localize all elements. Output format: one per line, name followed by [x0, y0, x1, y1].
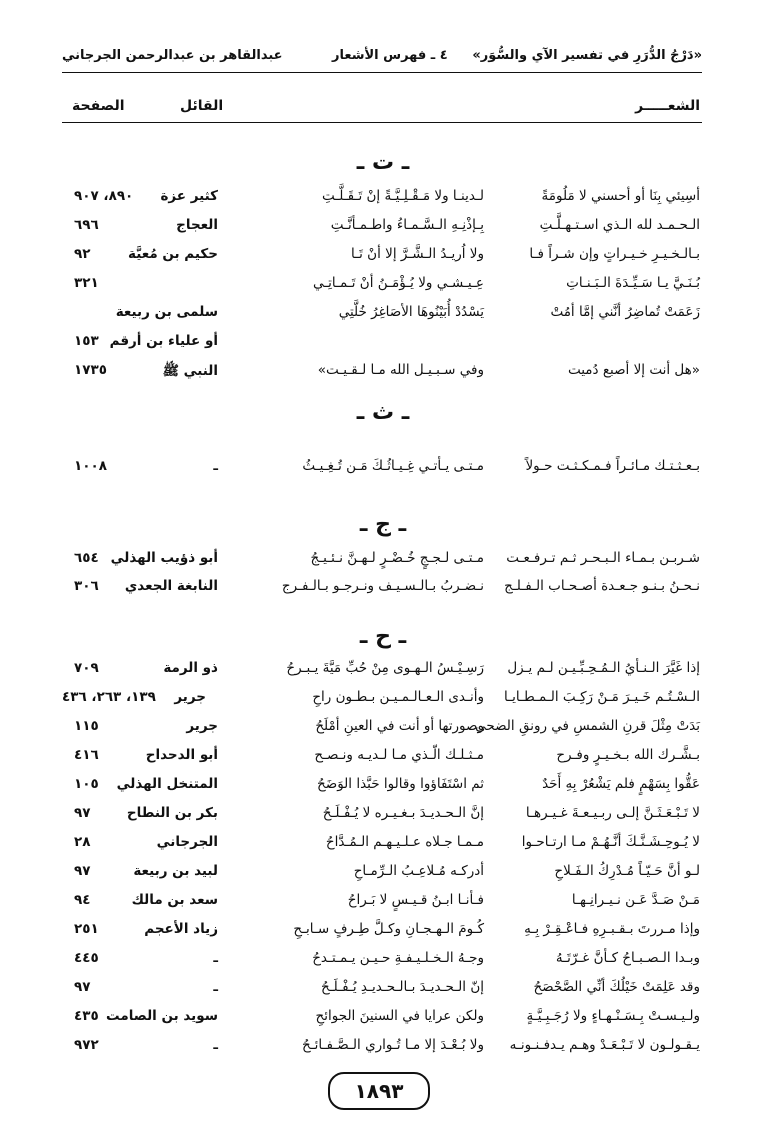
page-ref: ١٧٣٥: [74, 362, 107, 378]
page-ref: ٢٨: [74, 834, 91, 850]
verse-first-hemistich: ولـيـسـتْ بِـسَـنْـهـاءٍ ولا رُجَـبِـيَّـةٍ: [526, 1008, 700, 1024]
verse-second-hemistich: فـأنـا ابـنُ قـيـسٍ لا بَـراحُ: [347, 892, 484, 908]
book-title: «دَرْجُ الدُّرَرِ في تفسير الآي والسُّوَر»: [472, 48, 702, 63]
index-entry: [0, 304, 766, 330]
verse-second-hemistich: يَسْدُدْ أُبَيْنُوهَا الأصَاغِرُ خُلَّتِي: [338, 304, 484, 320]
verse-first-hemistich: الـسْـتُـم خَـيـرَ مَـنْ رَكِـبَ الـمـطـايـا: [504, 689, 700, 705]
poet-name: النابغة الجعدي: [124, 578, 218, 594]
poet-name: أبو ذؤيب الهذلي: [110, 550, 218, 566]
header-rule: [62, 72, 702, 73]
page-ref: ١٥٣: [74, 333, 99, 349]
page-ref: ٩٧: [74, 805, 91, 821]
page-ref: ٩٧٢: [74, 1037, 99, 1053]
verse-second-hemistich: لـدينـا ولا مَـقْـلِـيَّـةً إنْ تَـقَـلَّـتِ: [322, 188, 484, 204]
verse-first-hemistich: شـربـن بـمـاء الـبـحـر ثـم تـرفـعـت: [506, 550, 700, 566]
verse-first-hemistich: بـشَّـرك الله بـخـيـرٍ وفـرح: [556, 747, 700, 763]
poet-name: الجرجاني: [156, 834, 218, 850]
index-entry: [0, 1037, 766, 1063]
verse-first-hemistich: أسِيئي بِنَا أو أحسني لا مَلُومَةً: [541, 188, 700, 204]
poet-name: جرير: [174, 689, 206, 705]
verse-second-hemistich: وجـهُ الـخـلـيـفـةِ حـيـن يـمـتـدحُ: [312, 950, 484, 966]
index-entry: [0, 1008, 766, 1034]
verse-second-hemistich: بِـإذْنِـهِ الـسَّـمـاءُ واطـمـأنَّـتِ: [330, 217, 484, 233]
poet-name: جرير: [186, 718, 218, 734]
index-entry: [0, 979, 766, 1005]
verse-second-hemistich: رَسِـيْـسُ الـهـوى مِنْ حُبِّ مَيَّةَ يـبـرحُ: [286, 660, 484, 676]
page-number: ١٨٩٣: [328, 1072, 430, 1110]
index-entry: [0, 863, 766, 889]
poet-name: أبو الدحداح: [145, 747, 218, 763]
verse-second-hemistich: إنّ الـحـديـدَ بـالـحـديـدِ يُـفْـلَـحُ: [321, 979, 484, 995]
index-entry: [0, 188, 766, 214]
page-ref: ١٠٠٨: [74, 458, 107, 474]
verse-second-hemistich: ولكن عرايا في السنينَ الجوائحِ: [315, 1008, 484, 1024]
poet-name: ـ: [213, 979, 218, 995]
index-entry: [0, 718, 766, 744]
page-ref: ١٠٥: [74, 776, 99, 792]
poet-name: كثير عزة: [160, 188, 218, 204]
verse-second-hemistich: نـضـربُ بـالـسـيـف ونـرجـو بـالـفـرج: [281, 578, 484, 594]
verse-first-hemistich: زَعَمَتْ تُماضِرُ أنَّني إمَّا أمُتْ: [550, 304, 700, 320]
index-entry: [0, 892, 766, 918]
index-entry: [0, 805, 766, 831]
column-head-poet: القائل: [180, 98, 224, 114]
poet-name: ـ: [213, 1037, 218, 1053]
poet-name: لبيد بن ربيعة: [133, 863, 218, 879]
verse-second-hemistich: عِـيـشـي ولا يُـؤْمَـنُ أنْ تَـمـاتِـي: [312, 275, 484, 291]
poet-name: سعد بن مالك: [131, 892, 218, 908]
running-head: [62, 48, 702, 72]
index-entry: [0, 333, 766, 359]
page-ref: ١٣٩، ٢٦٣، ٤٣٦: [62, 689, 156, 705]
verse-second-hemistich: ثم اسْتَفَاؤوا وقالوا حَبَّذا الوَضَحُ: [317, 776, 484, 792]
column-head-page: الصفحة: [72, 98, 125, 114]
verse-second-hemistich: مـثـلـك الّـذي مـا لـديـه ونـصـح: [314, 747, 484, 763]
verse-first-hemistich: لـو أنَّ حَـيّـاً مُـدْرِكُ الـفَـلاحِ: [554, 863, 700, 879]
page-ref: ٣٠٦: [74, 578, 99, 594]
letter-heading-ha: ـ ح ـ: [359, 624, 407, 649]
verse-first-hemistich: لا يُـوحِـشَـنَّـكَ أنَّـهُـمْ مـا ارتـاحـوا: [521, 834, 700, 850]
verse-first-hemistich: وإذا مـررتَ بـقـبـرِهِ فـاعْـقِـرْ بِـهِ: [524, 921, 700, 937]
page-ref: ٩٢: [74, 246, 91, 262]
index-entry: [0, 747, 766, 773]
page-ref: ١١٥: [74, 718, 99, 734]
verse-second-hemistich: إنَّ الـحـديـدَ بـغـيـره لا يُـفْـلَـحُ: [322, 805, 484, 821]
verse-second-hemistich: ولا بُـعْـدَ إلا مـا تُـواري الـصَّـفـائـحُ: [301, 1037, 484, 1053]
poet-name: المتنخل الهذلي: [116, 776, 218, 792]
index-entry: [0, 578, 766, 604]
verse-second-hemistich: مـتـى لـجـجٍ خُـضْـرٍ لـهـنَّ نـئـيـجُ: [310, 550, 484, 566]
page-ref: ٤٣٥: [74, 1008, 99, 1024]
verse-first-hemistich: بُـنَـيَّ يـا سَـيِّـدَةَ الـبَـنـاتِ: [566, 275, 700, 291]
index-entry: [0, 921, 766, 947]
index-entry: [0, 776, 766, 802]
page-ref: ٤٤٥: [74, 950, 99, 966]
poet-name: سويد بن الصامت: [106, 1008, 218, 1024]
verse-second-hemistich: وصورتها أو أنت في العينِ أمْلَحُ: [315, 718, 484, 734]
index-entry: [0, 362, 766, 388]
poet-name: ذو الرمة: [163, 660, 218, 676]
verse-second-hemistich: وأنـدى الـعـالـمـيـن بـطـون راحِ: [312, 689, 484, 705]
verse-second-hemistich: وفي سـبـيـل الله مـا لـقـيـت»: [317, 362, 484, 378]
letter-heading-jim: ـ ج ـ: [359, 512, 407, 537]
verse-second-hemistich: ولا اُريـدُ الـشَّـرَّ إلا أنْ تَـا: [351, 246, 484, 262]
index-entry: [0, 458, 766, 484]
poet-name: ـ: [213, 950, 218, 966]
poet-name: حكيم بن مُعيَّة: [128, 246, 218, 262]
index-entry: [0, 660, 766, 686]
index-entry: [0, 217, 766, 243]
letter-heading-tha: ـ ث ـ: [356, 400, 410, 425]
page-ref: ٧٠٩: [74, 660, 99, 676]
verse-first-hemistich: عَقُّوا بِسَهْمٍ فلم يَشْعُرْ بِهِ أَحَدٌ: [542, 776, 700, 792]
letter-heading-ta: ـ ت ـ: [356, 150, 410, 175]
poet-name: أو علياء بن أرقم: [109, 333, 218, 349]
index-entry: [0, 689, 766, 715]
index-entry: [0, 550, 766, 576]
verse-first-hemistich: وبـدا الـصـبـاحُ كـأنَّ غـرّتَـهُ: [555, 950, 700, 966]
verse-first-hemistich: «هل أنت إلا أصبع دُميت: [567, 362, 700, 378]
poet-name: بكر بن النطاح: [126, 805, 218, 821]
page-ref: ٩٤: [74, 892, 91, 908]
verse-first-hemistich: يـقـولـون لا تَـبْـعَـدْ وهـم يـدفـنـونـه: [509, 1037, 700, 1053]
page-ref: ٩٧: [74, 863, 91, 879]
column-head-poetry: الشعـــــر: [635, 98, 700, 114]
verse-second-hemistich: كُـومَ الـهـجـانِ وكـلَّ طِـرفٍ سـابـحِ: [293, 921, 484, 937]
page-ref: ٨٩٠، ٩٠٧: [74, 188, 134, 204]
verse-first-hemistich: بـعـثـتـك مـائـراً فـمـكـثـت حـولاً: [525, 458, 700, 474]
index-entry: [0, 275, 766, 301]
page-ref: ٢٥١: [74, 921, 99, 937]
page-ref: ٤١٦: [74, 747, 99, 763]
poet-name: سلمى بن ربيعة: [115, 304, 218, 320]
page-ref: ٦٩٦: [74, 217, 99, 233]
poet-name: زياد الأعجم: [144, 921, 218, 937]
index-entry: [0, 834, 766, 860]
verse-first-hemistich: إذا غَيَّرَ الـنـأيُ الـمُـحِـبِّـيـن لـم يـزل: [507, 660, 700, 676]
page-ref: ٣٢١: [74, 275, 99, 291]
section-title: ٤ ـ فهرس الأشعار: [332, 48, 448, 63]
poet-name: ـ: [213, 458, 218, 474]
column-head-rule: [62, 122, 702, 123]
verse-first-hemistich: مَـنْ صَـدَّ عَـن نـيـرانِـهـا: [571, 892, 700, 908]
poet-name: النبي ﷺ: [162, 363, 218, 379]
verse-first-hemistich: بـالـخـيـرِ خـيـراتٍ وإن شـراً فـا: [529, 246, 700, 262]
verse-second-hemistich: مـمـا جـلاه عـلـيـهـم الـمُـدَّاحُ: [325, 834, 484, 850]
verse-second-hemistich: أدركـه مُـلاعِـبُ الـرِّمـاحِ: [353, 863, 484, 879]
verse-first-hemistich: لا تَـبْـعَـثَـنَّ إلـى ربـيـعـةَ غـيـرهـا: [525, 805, 700, 821]
verse-first-hemistich: نـحـنُ بـنـو جـعـدة أصـحـاب الـفـلـج: [504, 578, 700, 594]
page-ref: ٦٥٤: [74, 550, 99, 566]
index-entry: [0, 246, 766, 272]
verse-first-hemistich: بَدَتْ مِثْلَ قرنِ الشمسِ في رونقِ الضحى: [475, 718, 700, 734]
verse-first-hemistich: الـحـمـد لله الـذي اسـتـهـلَّـتِ: [539, 217, 700, 233]
verse-second-hemistich: مـتـى يـأتـي غِـيـاثُـكَ مَـن تُـغِـيـثُ: [302, 458, 484, 474]
index-entry: [0, 950, 766, 976]
page-ref: ٩٧: [74, 979, 91, 995]
poet-name: العجاج: [176, 217, 218, 233]
verse-first-hemistich: وقد عَلِمَتْ خَيْلُكَ أنِّي الصَّحْصَحُ: [533, 979, 700, 995]
author-name: عبدالقاهر بن عبدالرحمن الجرجاني: [62, 48, 283, 63]
